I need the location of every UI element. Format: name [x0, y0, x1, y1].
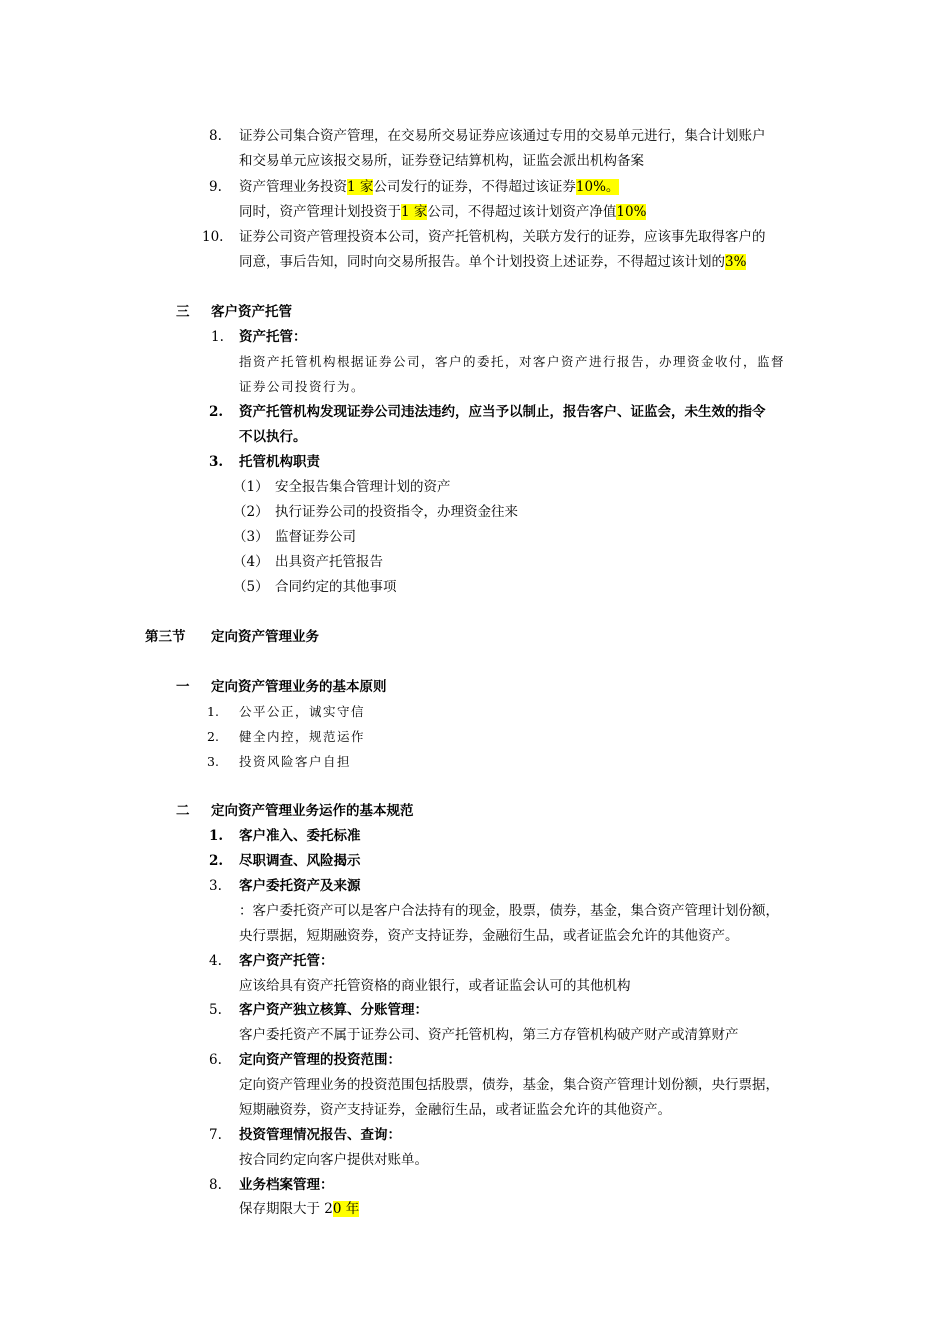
highlight-twenty-years: 0 年	[332, 1201, 360, 1217]
item-10-number: 10.	[202, 229, 224, 245]
highlight-three-percent: 3%	[725, 254, 747, 270]
p3-item-3-title: 托管机构职责	[239, 454, 320, 470]
item-10-text: 同意，事后告知，同时向交易所报告。单个计划投资上述证券，不得超过该计划的	[239, 254, 725, 270]
norm-6-title: 定向资产管理的投资范围：	[239, 1052, 401, 1068]
p3-item-1-line-2: 证券公司投资行为。	[239, 379, 366, 394]
norm-3-line-1: ：客户委托资产可以是客户合法持有的现金，股票，债券，基金，集合资产管理计划份额，	[239, 903, 779, 919]
s3-part-1-number: 一	[176, 679, 190, 695]
item-9-text-d: 公司，不得超过该计划资产净值	[427, 204, 617, 220]
p3-item-2-number: 2.	[209, 404, 224, 420]
duty-3-text: 监督证券公司	[275, 529, 356, 545]
duty-4-number: （4）	[233, 554, 269, 570]
norm-4-number: 4.	[209, 953, 222, 969]
s3-part-2-number: 二	[176, 803, 190, 819]
p3-item-2-line-2: 不以执行。	[239, 429, 307, 445]
s3-part-1-heading: 定向资产管理业务的基本原则	[211, 679, 387, 695]
principle-2-number: 2.	[207, 729, 219, 744]
norm-2-title: 尽职调查、风险揭示	[239, 853, 361, 869]
norm-5-title: 客户资产独立核算、分账管理：	[239, 1002, 428, 1018]
highlight-ten-percent: 10%。	[575, 179, 620, 195]
norm-6-line-2: 短期融资券，资产支持证券，金融衍生品，或者证监会允许的其他资产。	[239, 1102, 671, 1118]
norm-4-line-1: 应该给具有资产托管资格的商业银行，或者证监会认可的其他机构	[239, 978, 631, 994]
item-9-line-1	[239, 178, 619, 196]
p3-item-1-number: 1.	[211, 329, 224, 345]
duty-2-text: 执行证券公司的投资指令，办理资金往来	[275, 504, 518, 520]
norm-4-title: 客户资产托管：	[239, 953, 334, 969]
item-10-line-1: 证券公司资产管理投资本公司，资产托管机构，关联方发行的证券，应该事先取得客户的	[239, 229, 766, 245]
duty-1-number: （1）	[233, 479, 269, 495]
item-8-number: 8.	[209, 128, 222, 144]
norm-1-number: 1.	[209, 828, 224, 844]
item-9-text-a: 资产管理业务投资	[239, 179, 347, 195]
principle-2-text: 健全内控，规范运作	[239, 729, 366, 744]
principle-1-text: 公平公正，诚实守信	[239, 704, 366, 719]
norm-8-number: 8.	[209, 1177, 222, 1193]
duty-5-text: 合同约定的其他事项	[275, 579, 397, 595]
norm-5-line-1: 客户委托资产不属于证券公司、资产托管机构，第三方存管机构破产财产或清算财产	[239, 1027, 739, 1043]
norm-8-title: 业务档案管理：	[239, 1177, 334, 1193]
norm-7-title: 投资管理情况报告、查询：	[239, 1127, 401, 1143]
p3-item-1-line-1: 指资产托管机构根据证券公司，客户的委托，对客户资产进行报告，办理资金收付，监督	[239, 354, 786, 369]
norm-8-line-1	[239, 1200, 359, 1218]
norm-3-title: 客户委托资产及来源	[239, 878, 361, 894]
norm-6-number: 6.	[209, 1052, 222, 1068]
section-title: 定向资产管理业务	[211, 629, 319, 645]
norm-7-line-1: 按合同约定向客户提供对账单。	[239, 1152, 428, 1168]
retention-text: 保存期限大于 2	[239, 1201, 333, 1217]
highlight-one-company-2: 1 家	[401, 204, 428, 220]
principle-3-number: 3.	[207, 754, 219, 769]
p3-item-1-title: 资产托管：	[239, 329, 307, 345]
item-8-line-2: 和交易单元应该报交易所，证券登记结算机构，证监会派出机构备案	[239, 153, 644, 169]
norm-2-number: 2.	[209, 853, 224, 869]
duty-2-number: （2）	[233, 504, 269, 520]
highlight-ten-percent-2: 10%	[616, 204, 647, 220]
item-9-text-c: 同时，资产管理计划投资于	[239, 204, 401, 220]
p3-item-3-number: 3.	[209, 454, 224, 470]
duty-4-text: 出具资产托管报告	[275, 554, 383, 570]
s3-part-2-heading: 定向资产管理业务运作的基本规范	[211, 803, 414, 819]
part-3-number: 三	[176, 304, 190, 320]
item-9-line-2	[239, 203, 646, 221]
norm-3-line-2: 央行票据，短期融资券，资产支持证券，金融衍生品，或者证监会允许的其他资产。	[239, 928, 739, 944]
item-10-line-2	[239, 253, 746, 271]
norm-3-number: 3.	[209, 878, 222, 894]
highlight-one-company: 1 家	[347, 179, 374, 195]
part-3-heading: 客户资产托管	[211, 304, 292, 320]
principle-1-number: 1.	[207, 704, 219, 719]
item-8-line-1: 证券公司集合资产管理，在交易所交易证券应该通过专用的交易单元进行，集合计划账户	[239, 128, 766, 144]
duty-5-number: （5）	[233, 579, 269, 595]
p3-item-2-line-1: 资产托管机构发现证券公司违法违约，应当予以制止，报告客户、证监会，未生效的指令	[239, 404, 766, 420]
norm-5-number: 5.	[209, 1002, 222, 1018]
principle-3-text: 投资风险客户自担	[239, 754, 352, 769]
item-9-text-b: 公司发行的证券，不得超过该证券	[373, 179, 576, 195]
duty-3-number: （3）	[233, 529, 269, 545]
norm-1-title: 客户准入、委托标准	[239, 828, 361, 844]
section-label: 第三节	[145, 629, 186, 645]
duty-1-text: 安全报告集合管理计划的资产	[275, 479, 451, 495]
norm-7-number: 7.	[209, 1127, 222, 1143]
item-9-number: 9.	[209, 179, 222, 195]
norm-6-line-1: 定向资产管理业务的投资范围包括股票，债券，基金，集合资产管理计划份额，央行票据，	[239, 1077, 779, 1093]
